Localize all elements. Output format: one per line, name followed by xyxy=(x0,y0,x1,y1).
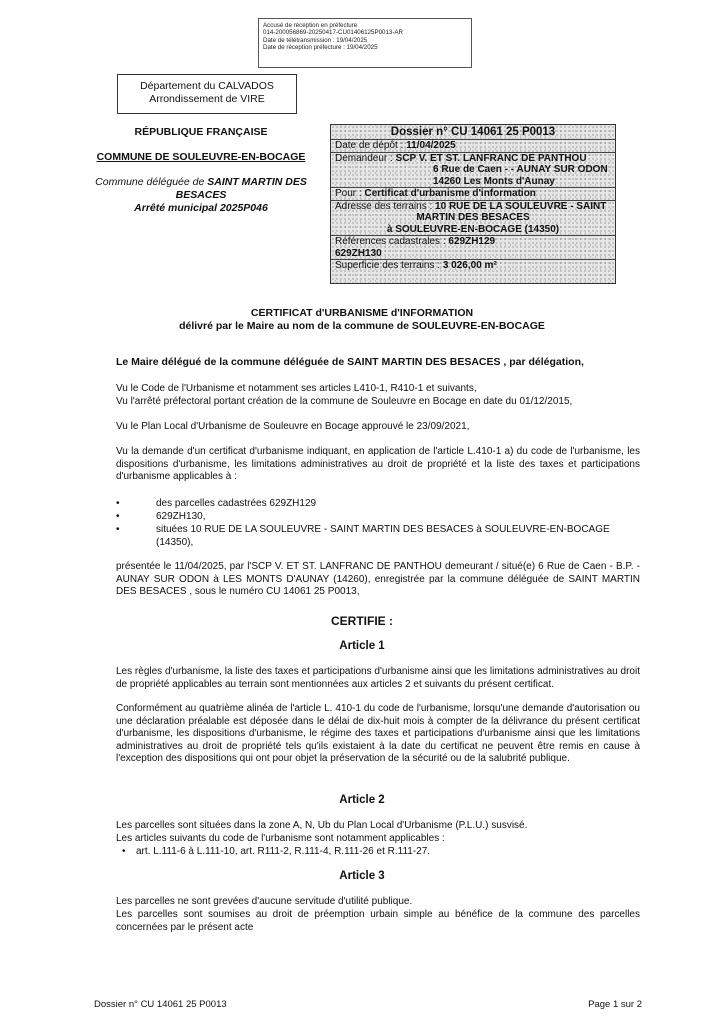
certificate-title xyxy=(60,307,664,333)
vu-plan-local: Vu le Plan Local d'Urbanisme de Souleuvre en Bocage approuvé le 23/09/2021, xyxy=(116,421,470,432)
arrondissement-name: Arrondissement de VIRE xyxy=(149,93,265,105)
cadastral-label: Références cadastrales : xyxy=(335,236,446,247)
deleguee-prefix: Commune déléguée de xyxy=(95,176,205,188)
cadastral-row xyxy=(331,236,615,260)
bullet-icon: • xyxy=(116,511,120,522)
applicant-label: Demandeur : xyxy=(335,152,393,164)
stamp-line: 014-200056869-20250417-CU01406125P0013-AR xyxy=(263,29,404,37)
list-item-text: situées 10 RUE DE LA SOULEUVRE - SAINT MARTIN DES BESACES à SOULEUVRE-EN-BOCAGE (14350), xyxy=(156,524,610,548)
land-address-line1: 10 RUE DE LA SOULEUVRE - SAINT xyxy=(435,200,607,212)
article-1-title: Article 1 xyxy=(339,640,385,652)
mayor-lead: Le Maire délégué de la commune déléguée de SAINT MARTIN DES BESACES , par délégation, xyxy=(116,356,584,368)
article-2-title: Article 2 xyxy=(339,794,385,806)
dossier-title: Dossier n° CU 14061 25 P0013 xyxy=(331,125,615,140)
applicant-city: 14260 Les Monts d'Aunay xyxy=(433,175,555,187)
applicant-address: 6 Rue de Caen - - AUNAY SUR ODON xyxy=(433,164,608,175)
article-2-paragraph-1: Les parcelles sont situées dans la zone A, N, Ub du Plan Local d'Urbanisme (P.L.U.) susvisé. xyxy=(116,820,528,831)
stamp-line: Date de réception préfecture : 19/04/2025 xyxy=(263,44,378,52)
cadastral-value: 629ZH129 xyxy=(448,236,496,247)
footer-dossier-number: Dossier n° CU 14061 25 P0013 xyxy=(94,999,227,1010)
land-address-row xyxy=(331,201,615,237)
list-item-text: des parcelles cadastrées 629ZH129 xyxy=(156,498,317,509)
vu-code-urbanisme: Vu le Code de l'Urbanisme et notamment ses articles L410-1, R410-1 et suivants, xyxy=(116,383,477,394)
article-1-paragraph-2: Conformément au quatrième alinéa de l'article L. 410-1 du code de l'urbanisme, lorsqu'une demande d'autorisation ou une déclaration préalable est déposée dans le délai de dix-huit mois à compter de la délivrance du présent certificat d'urbanisme, les dispositions d'urbanisme, le régime des taxes et participations d'urbanisme ainsi que les limitations administratives au droit de propriété tels qu'ils existaient à la date du certificat ne peuvent être remis en cause à l'exception des dispositions qui ont pour objet la préservation de la sécurité ou de la salubrité publique. xyxy=(116,703,640,764)
bullet-icon: • xyxy=(116,524,120,535)
bullet-icon: • xyxy=(116,498,120,509)
certifie-heading: CERTIFIE : xyxy=(331,614,393,628)
purpose-row xyxy=(331,188,615,201)
area-value: 3 026,00 m² xyxy=(442,260,497,271)
article-3-paragraph-2: Les parcelles sont soumises au droit de préemption urbain simple au bénéfice de la commune des parcelles concernées par le présent acte xyxy=(116,909,640,933)
reception-stamp xyxy=(258,18,472,68)
bullet-icon: • xyxy=(122,846,126,857)
certificate-title-line2: délivré par le Maire au nom de la commune de SOULEUVRE-EN-BOCAGE xyxy=(179,320,545,332)
vu-arrete-prefectoral: Vu l'arrêté préfectoral portant création de la commune de Souleuvre en Bocage en date du 01/12/2015, xyxy=(116,396,573,407)
purpose-label: Pour : xyxy=(335,188,362,199)
stamp-line: Date de télétransmission : 19/04/2025 xyxy=(263,36,368,44)
list-item-text: art. L.111-6 à L.111-10, art. R111-2, R.111-4, R.111-26 et R.111-27. xyxy=(136,846,431,857)
land-address-label: Adresse des terrains : xyxy=(335,200,433,212)
deposit-date-label: Date de dépôt : xyxy=(335,140,404,151)
commune-heading: COMMUNE DE SOULEUVRE-EN-BOCAGE xyxy=(96,151,306,163)
cadastral-value: 629ZH130 xyxy=(335,247,382,259)
article-1-paragraph-1: Les règles d'urbanisme, la liste des taxes et participations d'urbanisme ainsi que les limitations administratives au droit de propriété applicables au terrain sont mentionnées aux articles 2 et suivants du présent certificat. xyxy=(116,666,640,690)
dossier-box xyxy=(330,124,616,284)
department-name: Département du CALVADOS xyxy=(140,80,274,92)
republique-heading: RÉPUBLIQUE FRANÇAISE xyxy=(134,126,268,138)
vu-demande: Vu la demande d'un certificat d'urbanisme indiquant, en application de l'article L.410-1 a) du code de l'urbanisme, les dispositions d'urbanisme, les limitations administratives au droit de propriété et la liste des taxes et participations d'urbanisme applicables à : xyxy=(116,446,640,482)
purpose-value: Certificat d'urbanisme d'information xyxy=(364,188,536,199)
stamp-line: Accusé de réception en préfecture xyxy=(263,22,358,29)
commune-deleguee xyxy=(80,176,322,202)
land-address-line3: à SOULEUVRE-EN-BOCAGE (14350) xyxy=(386,223,560,235)
article-3-paragraph-1: Les parcelles ne sont grevées d'aucune servitude d'utilité publique. xyxy=(116,896,413,907)
deposit-date-row xyxy=(331,140,615,153)
certificate-title-line1: CERTIFICAT d'URBANISME d'INFORMATION xyxy=(250,307,474,319)
presentee-paragraph: présentée le 11/04/2025, par l'SCP V. ET ST. LANFRANC DE PANTHOU demeurant / situé(e) 6 Rue de Caen - B.P. - AUNAY SUR ODON à LES MONTS D'AUNAY (14260), enregistrée par la commune déléguée de SAINT MARTIN DES BESACES , sous le numéro CU 14061 25 P0013, xyxy=(116,561,640,597)
area-row xyxy=(331,260,615,272)
footer-page-number: Page 1 sur 2 xyxy=(588,999,642,1010)
land-address-line2: MARTIN DES BESACES xyxy=(416,212,530,223)
list-item-text: 629ZH130, xyxy=(156,511,206,522)
applicant-name: SCP V. ET ST. LANFRANC DE PANTHOU xyxy=(395,152,587,164)
deposit-date-value: 11/04/2025 xyxy=(406,140,456,151)
department-box xyxy=(117,74,297,114)
article-3-title: Article 3 xyxy=(339,870,385,882)
area-label: Superficie des terrains : xyxy=(335,260,441,271)
article-2-paragraph-2: Les articles suivants du code de l'urbanisme sont notamment applicables : xyxy=(116,833,445,844)
applicant-row xyxy=(331,153,615,189)
arrete-number: Arrêté municipal 2025P046 xyxy=(134,202,268,214)
deleguee-name: SAINT MARTIN DES BESACES xyxy=(175,176,307,201)
